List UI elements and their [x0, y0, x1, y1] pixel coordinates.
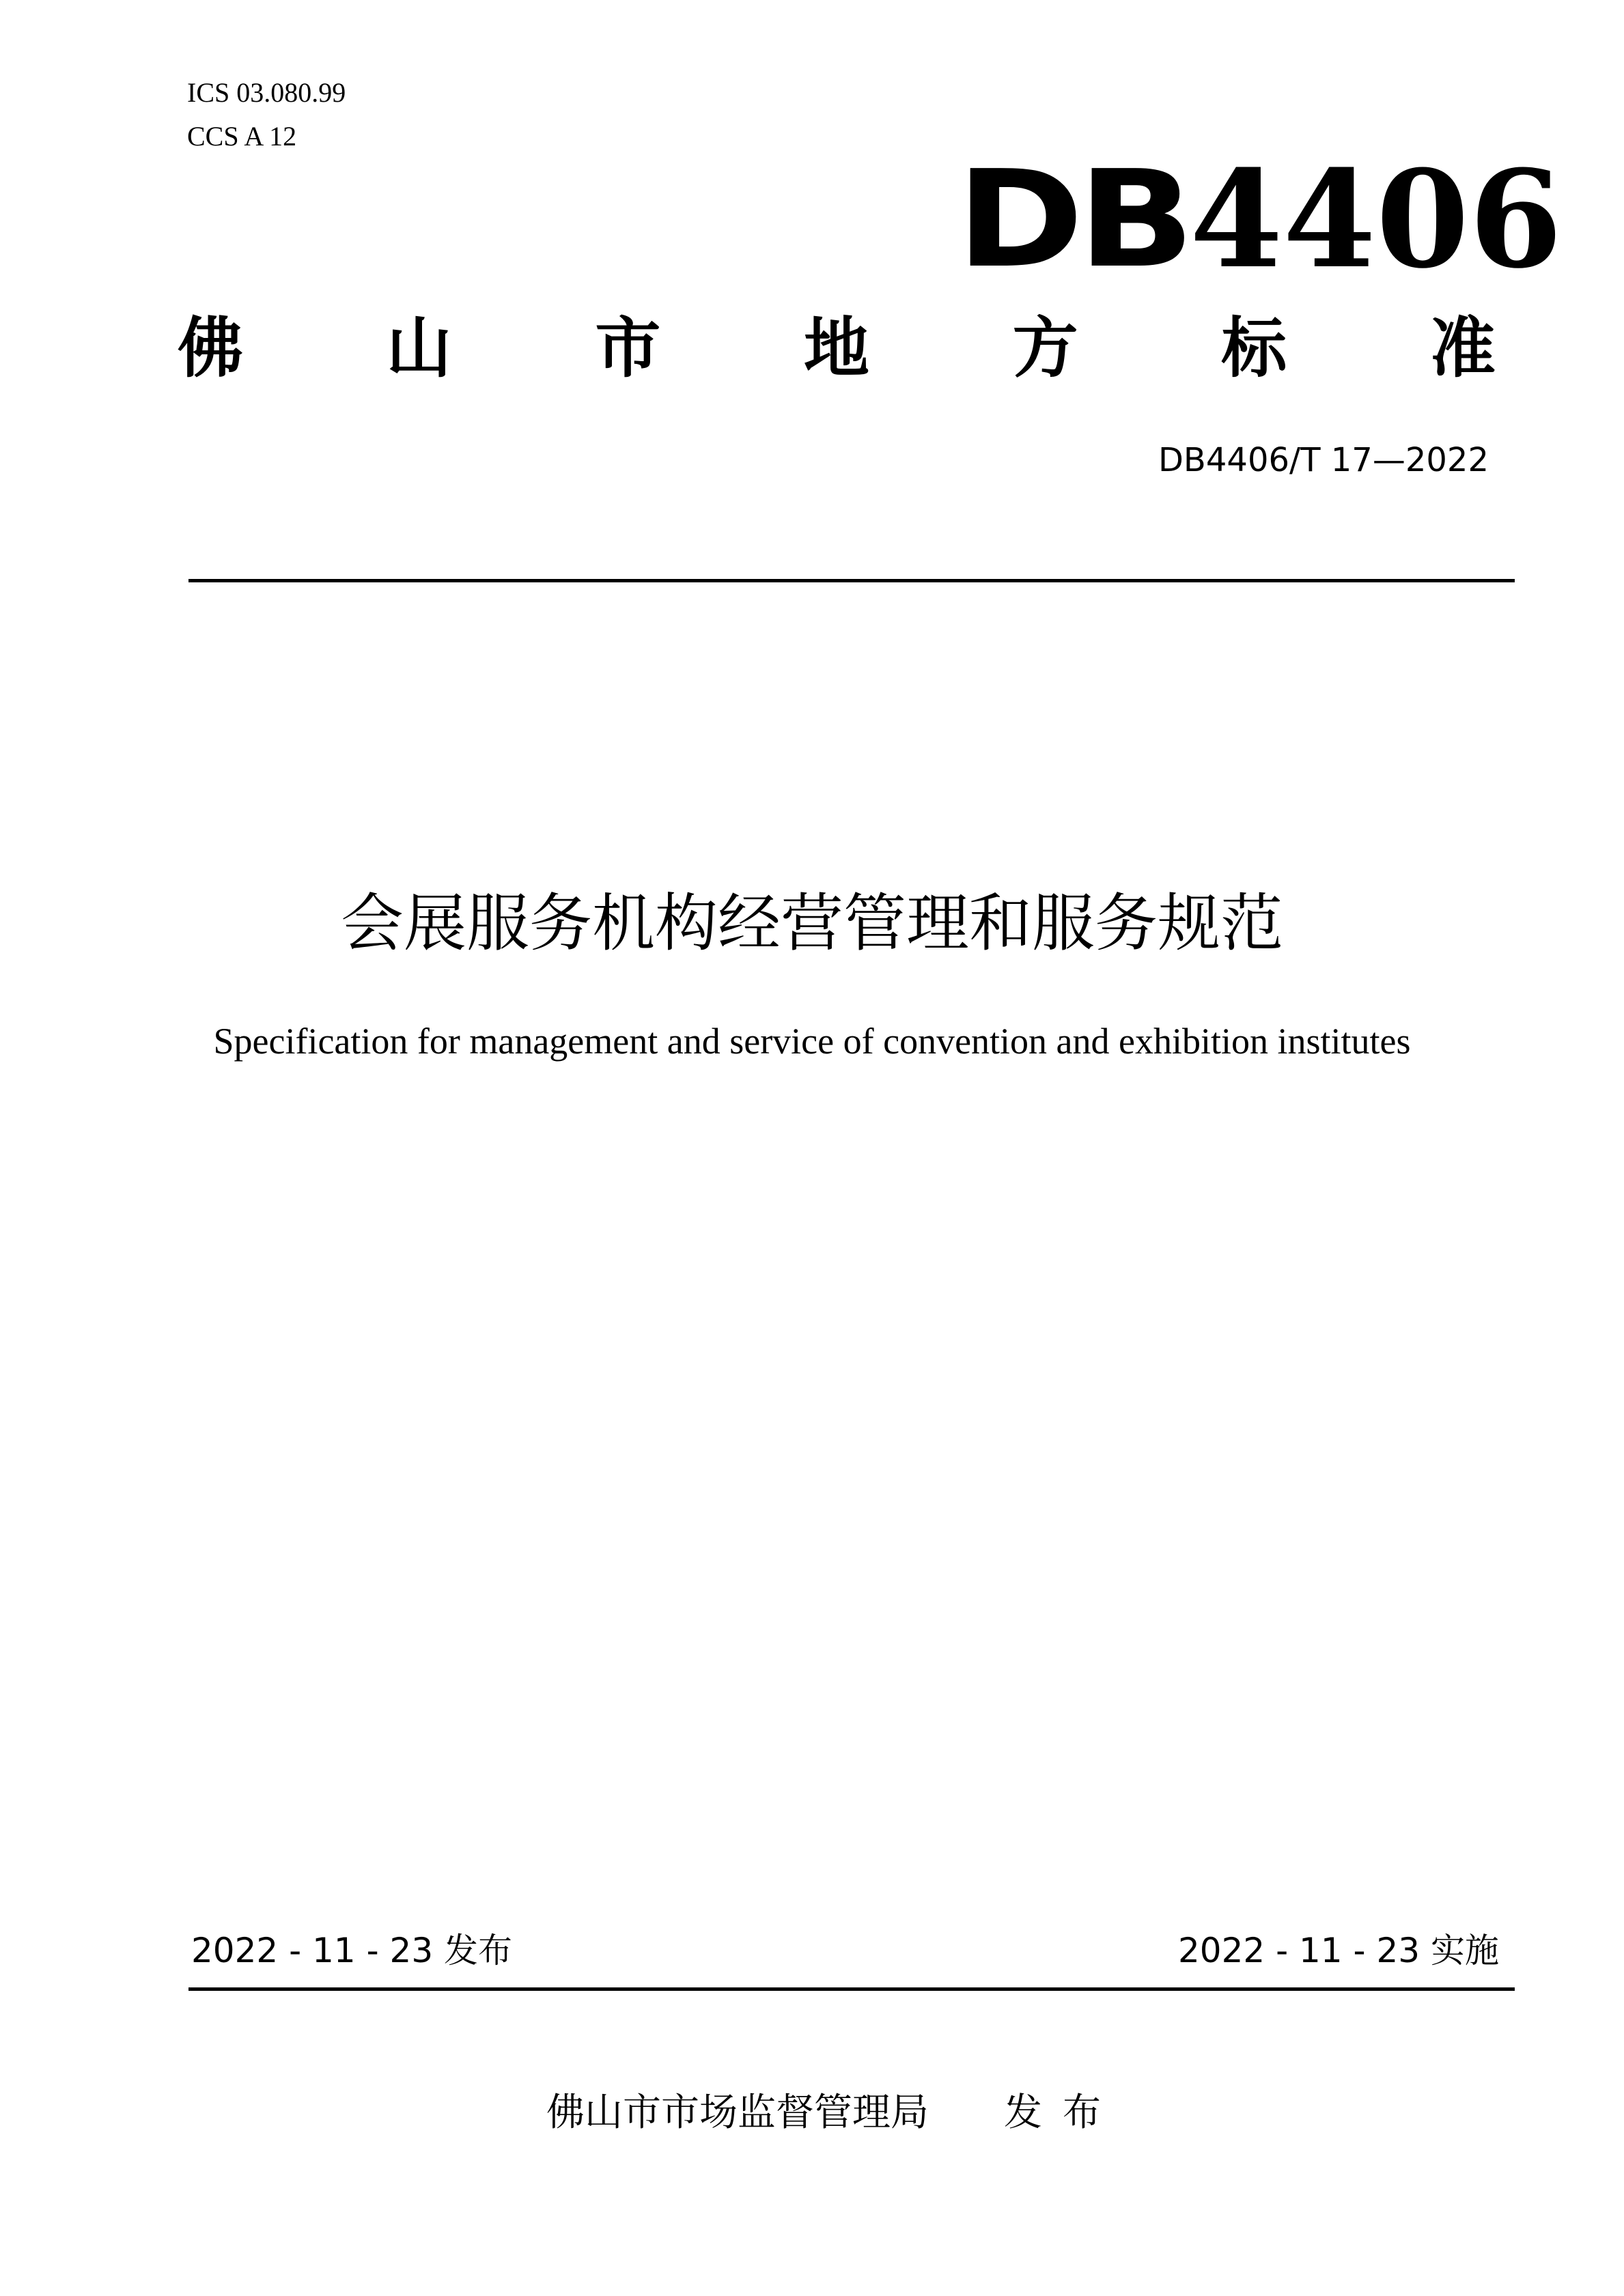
db-logo-number: 4406 [1190, 141, 1563, 298]
standard-type-char: 山 [386, 310, 452, 386]
document-title-english: Specification for management and service of convention and exhibition institutes [213, 1021, 1411, 1062]
standard-type-char: 地 [803, 310, 869, 386]
db-logo-letters: DB [956, 142, 1189, 298]
standard-type-char: 市 [595, 310, 661, 386]
bottom-divider [188, 1987, 1515, 1991]
standard-type-char: 方 [1012, 310, 1078, 386]
top-divider [188, 579, 1515, 582]
standard-type-char: 佛 [178, 310, 243, 386]
publisher-name: 佛山市市场监督管理局 [546, 2091, 929, 2135]
ccs-code: CCS A 12 [187, 121, 297, 152]
document-title-chinese: 会展服务机构经营管理和服务规范 [340, 887, 1283, 960]
standard-type [178, 310, 1496, 386]
implementation-date: 2022 - 11 - 23 实施 [1177, 1931, 1499, 1970]
publish-label: 发布 [1004, 2091, 1121, 2135]
ics-code: ICS 03.080.99 [187, 77, 346, 108]
issue-date: 2022 - 11 - 23 发布 [191, 1931, 513, 1970]
standard-number: DB4406/T 17—2022 [1158, 441, 1489, 479]
standard-type-char: 准 [1429, 310, 1496, 386]
standard-type-char: 标 [1221, 310, 1287, 386]
db-logo [956, 141, 1563, 298]
